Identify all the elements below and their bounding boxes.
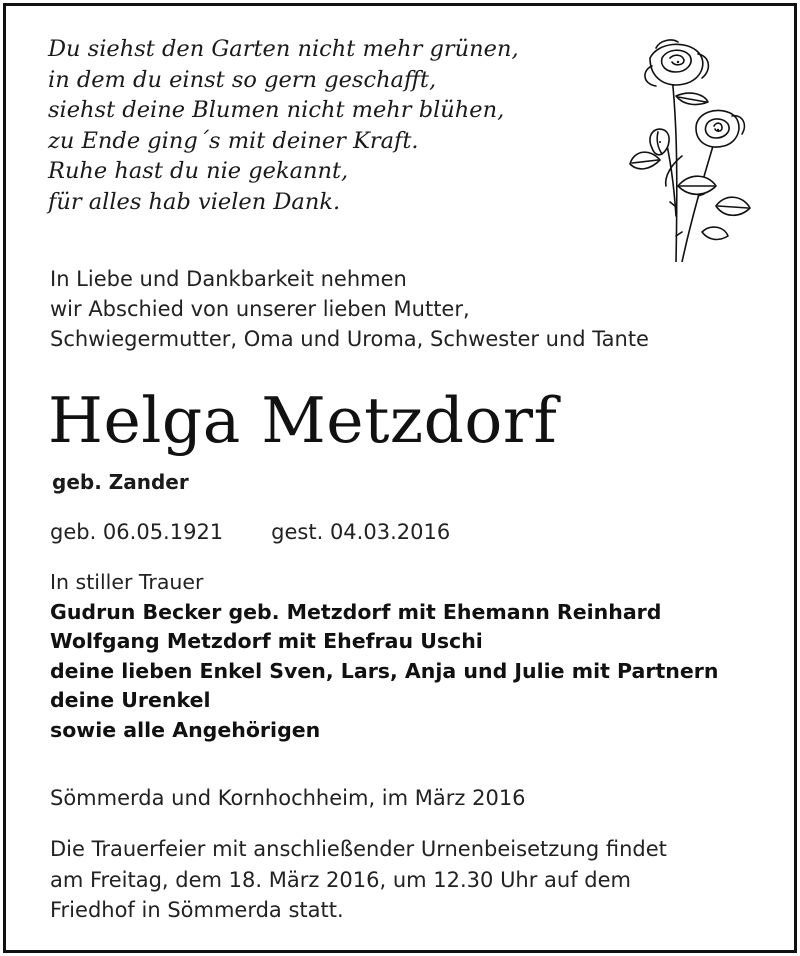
life-dates xyxy=(50,520,450,544)
poem-line: siehst deine Blumen nicht mehr blühen, xyxy=(48,97,505,124)
service-line: Friedhof in Sömmerda statt. xyxy=(50,898,344,922)
maiden-name: geb. Zander xyxy=(52,470,189,494)
mourner-line: deine lieben Enkel Sven, Lars, Anja und Julie mit Partnern xyxy=(50,658,719,683)
intro-line: wir Abschied von unserer lieben Mutter, xyxy=(50,297,470,321)
poem-line: Du siehst den Garten nicht mehr grünen, xyxy=(48,36,519,62)
mourners-lead: In stiller Trauer xyxy=(50,570,204,594)
poem-line: zu Ende ging´s mit deiner Kraft. xyxy=(48,127,419,154)
mourner-line: Wolfgang Metzdorf mit Ehefrau Uschi xyxy=(50,629,483,654)
rose-icon xyxy=(612,36,762,262)
service-line: Die Trauerfeier mit anschließender Urnenbeisetzung findet xyxy=(50,837,667,861)
poem xyxy=(48,34,519,218)
intro-line: In Liebe und Dankbarkeit nehmen xyxy=(50,267,407,291)
poem-line: in dem du einst so gern geschafft, xyxy=(48,66,437,93)
deceased-name: Helga Metzdorf xyxy=(48,384,558,457)
service-line: am Freitag, dem 18. März 2016, um 12.30 Uhr auf dem xyxy=(50,867,632,892)
mourner-line: deine Urenkel xyxy=(50,688,211,713)
mourner-line: Gudrun Becker geb. Metzdorf mit Ehemann Reinhard xyxy=(50,599,662,624)
death-date: gest. 04.03.2016 xyxy=(271,520,451,544)
intro-line: Schwiegermutter, Oma und Uroma, Schwester und Tante xyxy=(50,327,649,351)
intro-text xyxy=(50,264,649,354)
mourner-line: sowie alle Angehörigen xyxy=(50,717,321,742)
service-info xyxy=(50,834,667,926)
poem-line: für alles hab vielen Dank. xyxy=(48,188,341,215)
mourners-block xyxy=(50,568,718,746)
place-date: Sömmerda und Kornhochheim, im März 2016 xyxy=(50,786,526,810)
poem-line: Ruhe hast du nie gekannt, xyxy=(48,158,349,185)
birth-date: geb. 06.05.1921 xyxy=(50,520,224,544)
